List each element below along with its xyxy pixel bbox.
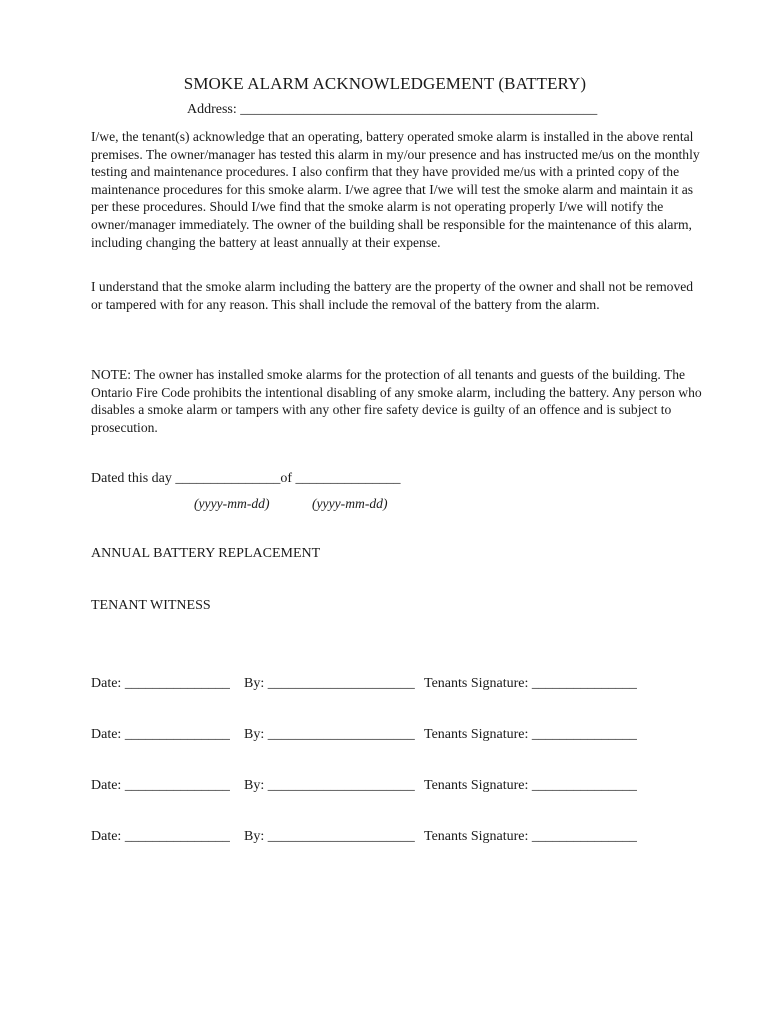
by-field[interactable]: By: _____________________	[244, 778, 415, 793]
acknowledgement-paragraph: I/we, the tenant(s) acknowledge that an operating, battery operated smoke alarm is installed in the above rental premises. The owner/manager has tested this alarm in my/our presence and has instructed me/us on the monthly testing and maintenance procedures. I also confirm that they have provided me/us with a printed copy of the maintenance procedures for this smoke alarm. I/we agree that I/we will test the smoke alarm and maintain it as per these procedures. Should I/we find that the smoke alarm is not operating properly I/we will notify the owner/manager immediately. The owner of the building shall be responsible for the maintenance of this alarm, including changing the battery at least annually at their expense.	[91, 129, 700, 250]
date-format-hint-2: (yyyy-mm-dd)	[312, 496, 388, 511]
date-field[interactable]: Date: _______________	[91, 727, 230, 742]
date-format-hint-1: (yyyy-mm-dd)	[194, 496, 270, 511]
by-field[interactable]: By: _____________________	[244, 829, 415, 844]
property-paragraph: I understand that the smoke alarm including the battery are the property of the owner and shall not be removed or tampered with for any reason. This shall include the removal of the battery from the alarm.	[91, 279, 694, 312]
tenant-signature-field[interactable]: Tenants Signature: _______________	[424, 727, 637, 742]
date-field[interactable]: Date: _______________	[91, 829, 230, 844]
date-field[interactable]: Date: _______________	[91, 778, 230, 793]
tenant-signature-field[interactable]: Tenants Signature: _______________	[424, 676, 637, 691]
annual-battery-heading: ANNUAL BATTERY REPLACEMENT	[91, 546, 321, 561]
address-label: Address:	[187, 102, 237, 117]
by-field[interactable]: By: _____________________	[244, 727, 415, 742]
document-title: SMOKE ALARM ACKNOWLEDGEMENT (BATTERY)	[183, 74, 587, 93]
date-field[interactable]: Date: _______________	[91, 676, 230, 691]
address-line	[187, 102, 597, 118]
dated-line[interactable]: Dated this day _______________of _______________	[91, 471, 401, 486]
by-field[interactable]: By: _____________________	[244, 676, 415, 691]
address-field[interactable]: ___________________________________________________	[240, 102, 598, 117]
tenant-signature-field[interactable]: Tenants Signature: _______________	[424, 829, 637, 844]
note-paragraph: NOTE: The owner has installed smoke alarms for the protection of all tenants and guests of the building. The Ontario Fire Code prohibits the intentional disabling of any smoke alarm, including the battery. Any person who disables a smoke alarm or tampers with any other fire safety device is guilty of an offence and is subject to prosecution.	[91, 367, 702, 435]
tenant-witness-heading: TENANT WITNESS	[91, 598, 211, 613]
tenant-signature-field[interactable]: Tenants Signature: _______________	[424, 778, 637, 793]
